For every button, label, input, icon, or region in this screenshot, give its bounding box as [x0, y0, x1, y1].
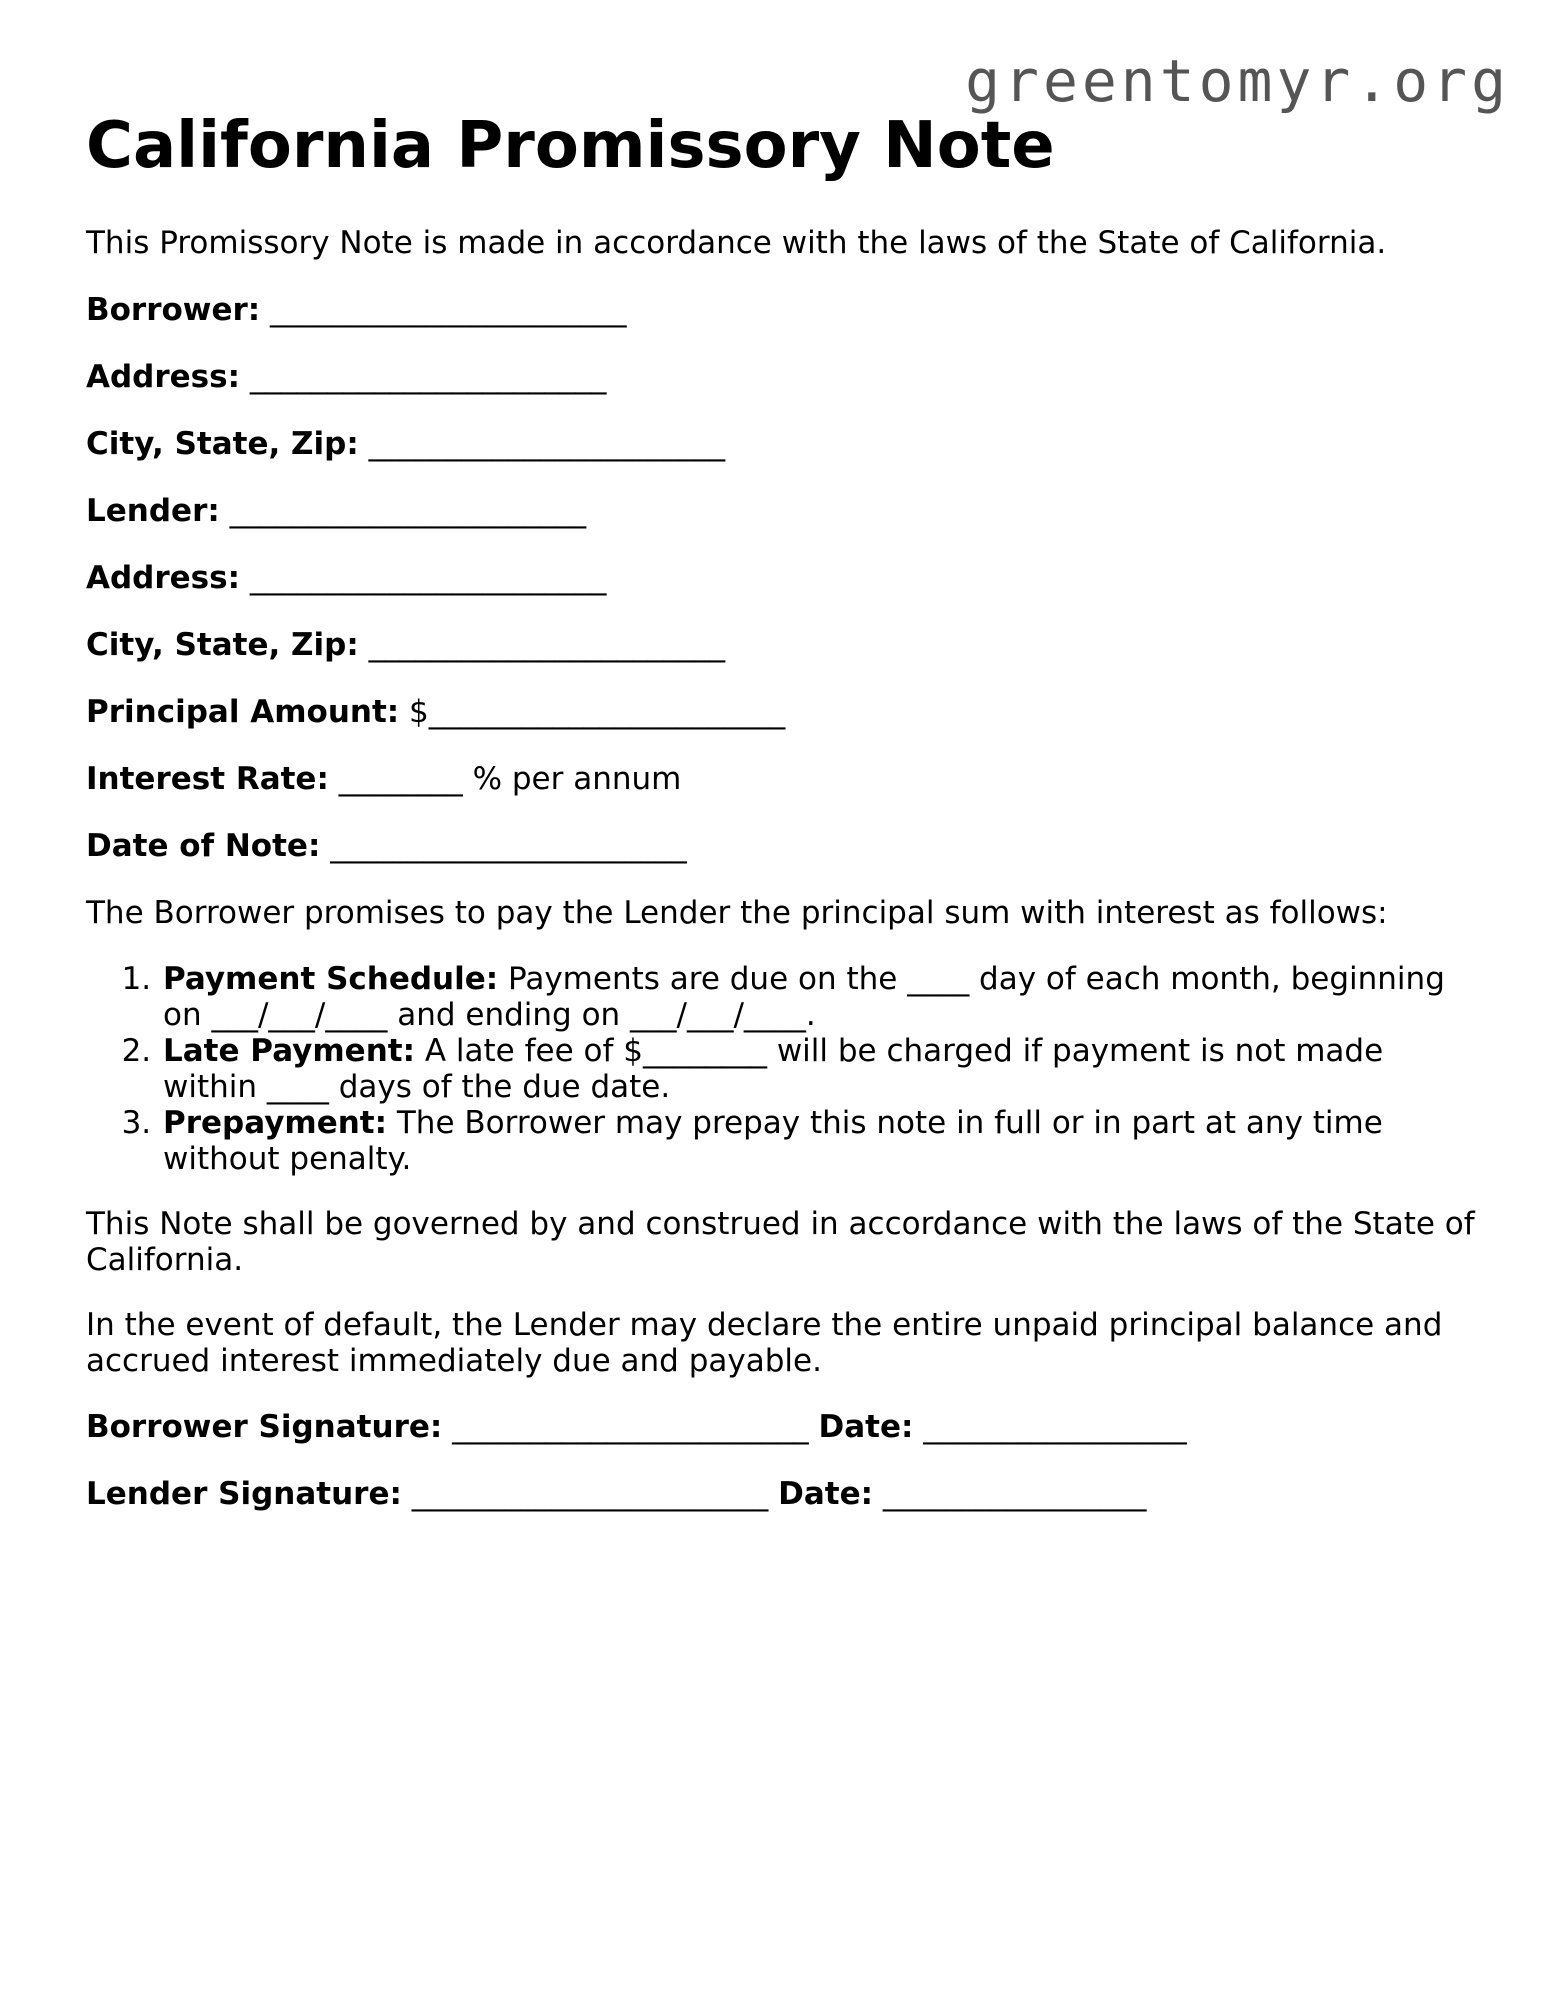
field-blank: _______________________	[240, 359, 607, 395]
date-of-note-field	[86, 827, 1486, 865]
promise-paragraph: The Borrower promises to pay the Lender the principal sum with interest as follows:	[86, 895, 1388, 931]
term-label: Payment Schedule:	[163, 961, 499, 997]
field-label: Lender:	[86, 493, 220, 529]
term-text: The Borrower may prepay this note in full or in part at any time without penalty.	[163, 1105, 1383, 1177]
governing-law-paragraph: This Note shall be governed by and construed in accordance with the laws of the State of California.	[86, 1206, 1475, 1278]
field-label: Principal Amount:	[86, 694, 400, 730]
date-label: Date:	[778, 1476, 873, 1512]
default-paragraph: In the event of default, the Lender may declare the entire unpaid principal balance and accrued interest immediately due and payable.	[86, 1307, 1443, 1379]
borrower-city-state-zip-field	[86, 425, 1486, 463]
lender-signature-line	[86, 1475, 1486, 1513]
signature-blank: _______________________	[401, 1476, 779, 1512]
signature-label: Borrower Signature:	[86, 1409, 443, 1445]
term-label: Late Payment:	[163, 1033, 415, 1069]
term-text: A late fee of $________ will be charged if payment is not made within ____ days of the due date.	[163, 1033, 1384, 1105]
field-blank: _______________________	[219, 493, 587, 529]
principal-amount-field	[86, 693, 1486, 731]
borrower-signature-line	[86, 1408, 1486, 1446]
field-label: Borrower:	[86, 292, 261, 328]
field-blank: _______________________	[240, 560, 607, 596]
document-title: California Promissory Note	[86, 109, 1055, 183]
field-blank: ________ % per annum	[328, 761, 682, 797]
lender-city-state-zip-field	[86, 626, 1486, 664]
borrower-field	[86, 291, 1486, 329]
field-blank: $_______________________	[399, 694, 786, 730]
date-label: Date:	[818, 1409, 914, 1445]
borrower-address-field	[86, 358, 1486, 396]
field-blank: _______________________	[358, 627, 726, 663]
field-blank: _______________________	[260, 292, 627, 328]
field-blank: _______________________	[358, 426, 726, 462]
lender-address-field	[86, 559, 1486, 597]
field-label: Address:	[86, 560, 240, 596]
lender-field	[86, 492, 1486, 530]
date-blank: _________________	[913, 1409, 1187, 1445]
term-prepayment	[161, 1105, 1486, 1177]
field-blank: _______________________	[320, 828, 687, 864]
interest-rate-field	[86, 760, 1486, 798]
signature-blank: _______________________	[442, 1409, 819, 1445]
field-label: Date of Note:	[86, 828, 321, 864]
terms-list	[86, 961, 1486, 1177]
watermark: greentomyr.org	[965, 47, 1510, 115]
field-label: Interest Rate:	[86, 761, 329, 797]
term-late-payment	[161, 1033, 1486, 1105]
field-label: City, State, Zip:	[86, 426, 359, 462]
date-blank: _________________	[873, 1476, 1147, 1512]
field-label: City, State, Zip:	[86, 627, 359, 663]
term-payment-schedule	[161, 961, 1486, 1033]
term-text: Payments are due on the ____ day of each month, beginning on ___/___/____ and ending on ___/___/____.	[163, 961, 1445, 1033]
term-label: Prepayment:	[163, 1105, 388, 1141]
field-label: Address:	[86, 359, 240, 395]
document-page	[86, 106, 1486, 1513]
intro-paragraph: This Promissory Note is made in accordance with the laws of the State of California.	[86, 225, 1387, 261]
signature-label: Lender Signature:	[86, 1476, 402, 1512]
